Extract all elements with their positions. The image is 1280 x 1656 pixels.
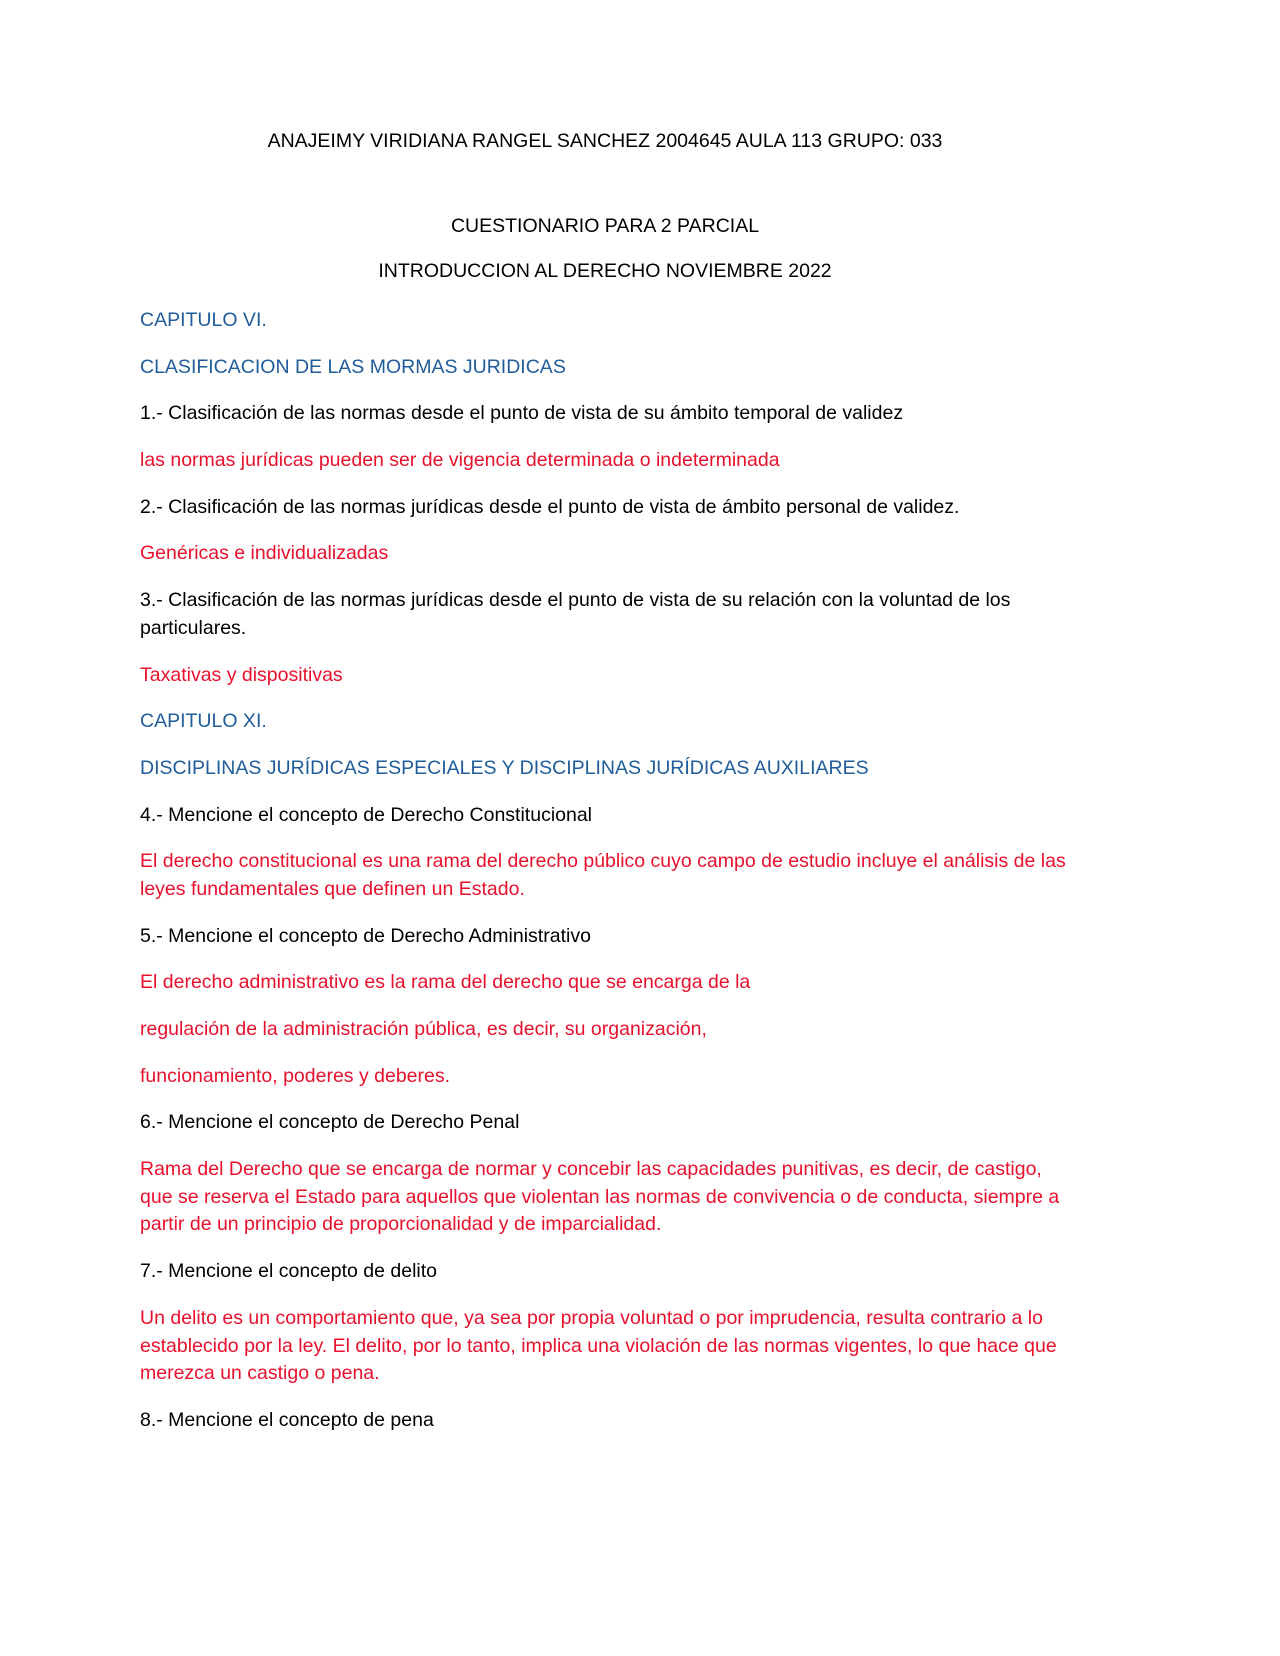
question-text: 4.- Mencione el concepto de Derecho Constitucional	[140, 803, 593, 826]
question-text: 7.- Mencione el concepto de delito	[140, 1260, 438, 1283]
document-subtitle-1: CUESTIONARIO PARA 2 PARCIAL	[450, 215, 760, 237]
question-text: 1.- Clasificación de las normas desde el punto de vista de su ámbito temporal de validez	[140, 402, 904, 425]
question-text: 5.- Mencione el concepto de Derecho Administrativo	[140, 924, 591, 947]
section-heading: DISCIPLINAS JURÍDICAS ESPECIALES Y DISCIPLINAS JURÍDICAS AUXILIARES	[140, 756, 869, 779]
answer-text: El derecho constitucional es una rama del derecho público cuyo campo de estudio incluye el análisis de las leyes fundamentales que definen un Estado.	[140, 850, 1066, 900]
answer-text: Taxativas y dispositivas	[140, 663, 343, 686]
question-text: 8.- Mencione el concepto de pena	[140, 1408, 434, 1431]
question-text: 3.- Clasificación de las normas jurídicas desde el punto de vista de su relación con la voluntad de los particulares.	[140, 589, 1011, 639]
section-heading: CLASIFICACION DE LAS MORMAS JURIDICAS	[140, 355, 566, 378]
answer-text: regulación de la administración pública, es decir, su organización,	[140, 1018, 707, 1040]
answer-text: El derecho administrativo es la rama del derecho que se encarga de la	[140, 971, 751, 994]
answer-text: Rama del Derecho que se encarga de normar y concebir las capacidades punitivas, es decir, de castigo, que se reserva el Estado para aquellos que violentan las normas de convivencia o de conducta, siempre a partir de un principio de proporcionalidad y de imparcialidad.	[140, 1158, 1060, 1236]
document-paragraphs	[140, 307, 1070, 1435]
question-text: 6.- Mencione el concepto de Derecho Penal	[140, 1111, 520, 1134]
document-body	[140, 130, 1070, 1454]
section-heading: CAPITULO VI.	[140, 309, 267, 331]
answer-text: Genéricas e individualizadas	[140, 542, 389, 565]
document-subtitle-2: INTRODUCCION AL DERECHO NOVIEMBRE 2022	[378, 260, 832, 282]
student-header: ANAJEIMY VIRIDIANA RANGEL SANCHEZ 2004645 AULA 113 GRUPO: 033	[267, 130, 943, 152]
answer-text: Un delito es un comportamiento que, ya sea por propia voluntad o por imprudencia, resulta contrario a lo establecido por la ley. El delito, por lo tanto, implica una violación de las normas vigentes, lo que hace que merezca un castigo o pena.	[140, 1306, 1057, 1385]
section-heading: CAPITULO XI.	[140, 710, 267, 733]
answer-text: las normas jurídicas pueden ser de vigencia determinada o indeterminada	[140, 449, 780, 472]
answer-text: funcionamiento, poderes y deberes.	[140, 1064, 451, 1087]
question-text: 2.- Clasificación de las normas jurídicas desde el punto de vista de ámbito personal de validez.	[140, 495, 960, 518]
